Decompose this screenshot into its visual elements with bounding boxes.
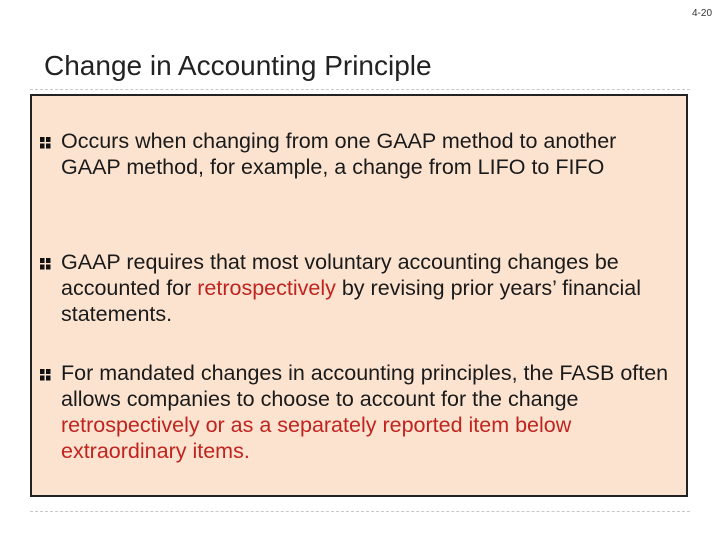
bullet-text-highlight: retrospectively	[197, 276, 336, 300]
slide-title: Change in Accounting Principle	[44, 50, 432, 81]
bullet-text	[61, 360, 669, 464]
bullet-text-highlight: retrospectively or as a separately reported item below extraordinary items.	[61, 413, 572, 463]
title-divider	[30, 89, 690, 90]
bullet-text-plain: For mandated changes in accounting principles, the FASB often allows companies to choose to account for the change	[61, 361, 669, 411]
bullet-text	[61, 249, 669, 327]
page-number: 4-20	[691, 8, 712, 19]
content-panel	[30, 94, 688, 497]
bullet-text-plain: GAAP requires that most voluntary accounting changes be accounted for	[61, 250, 619, 300]
bullet-text: Occurs when changing from one GAAP method to another GAAP method, for example, a change from LIFO to FIFO	[61, 129, 617, 179]
bullet-text-plain: by revising prior years’ financial statements.	[61, 276, 641, 326]
square-bullet-icon	[40, 136, 50, 148]
square-bullet-icon	[40, 368, 50, 380]
bottom-divider	[30, 511, 690, 512]
square-bullet-icon	[40, 257, 50, 269]
